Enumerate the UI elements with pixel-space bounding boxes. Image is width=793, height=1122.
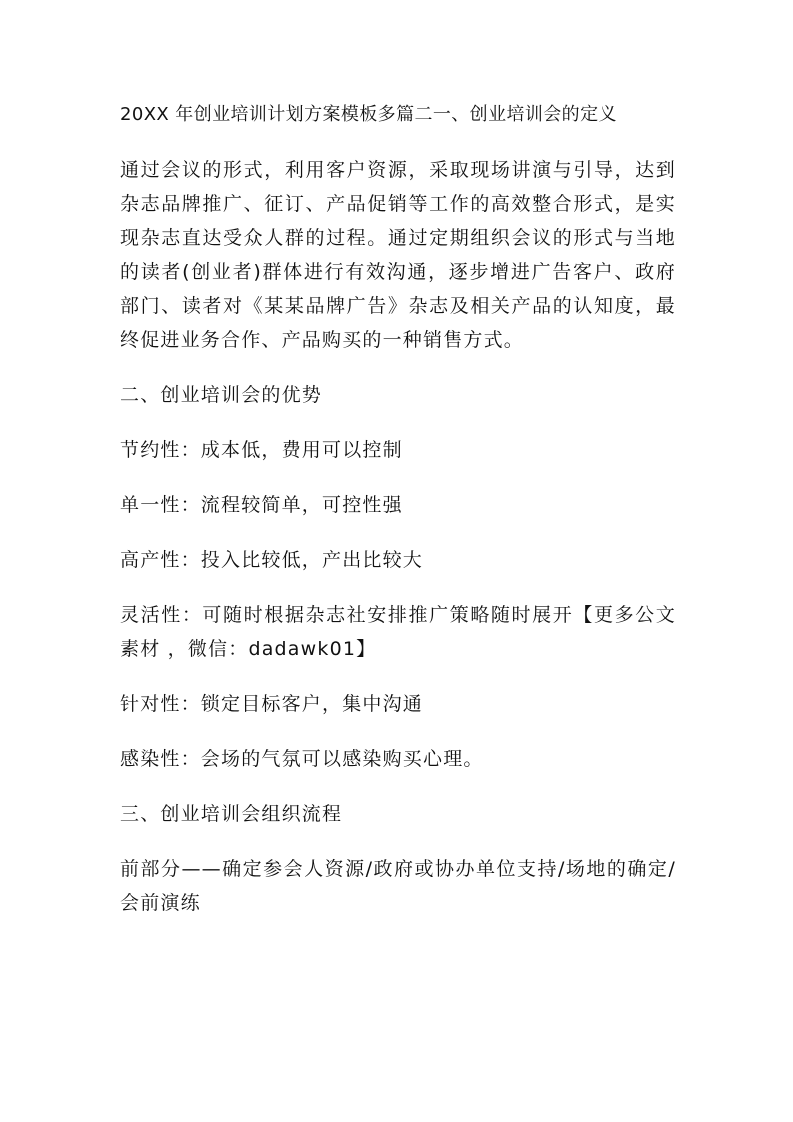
advantage-item-appeal: 感染性：会场的气氛可以感染购买心理。: [120, 748, 484, 770]
section-heading-process: 三、创业培训会组织流程: [120, 803, 343, 825]
section-heading-advantages: 二、创业培训会的优势: [120, 384, 323, 406]
document-body: [120, 98, 676, 920]
advantage-item-savings: 节约性：成本低，费用可以控制: [120, 439, 403, 461]
definition-paragraph: 通过会议的形式，利用客户资源，采取现场讲演与引导，达到杂志品牌推广、征订、产品促销等工作的高效整合形式，是实现杂志直达受众人群的过程。通过定期组织会议的形式与当地的读者(创业者)群体进行有效沟通，逐步增进广告客户、政府部门、读者对《某某品牌广告》杂志及相关产品的认知度，最终促进业务合作、产品购买的一种销售方式。: [120, 159, 676, 351]
process-front-part: 前部分——确定参会人资源/政府或协办单位支持/场地的确定/会前演练: [120, 858, 676, 914]
advantage-item-targeting: 针对性：锁定目标客户，集中沟通: [120, 693, 424, 715]
advantage-item-simplicity: 单一性：流程较简单，可控性强: [120, 494, 403, 516]
advantage-item-flexibility: 灵活性：可随时根据杂志社安排推广策略随时展开【更多公文素材 ，微信：dadawk01】: [120, 604, 676, 660]
advantage-item-high-output: 高产性：投入比较低，产出比较大: [120, 549, 424, 571]
document-title-line: 20XX 年创业培训计划方案模板多篇二一、创业培训会的定义: [120, 104, 617, 125]
